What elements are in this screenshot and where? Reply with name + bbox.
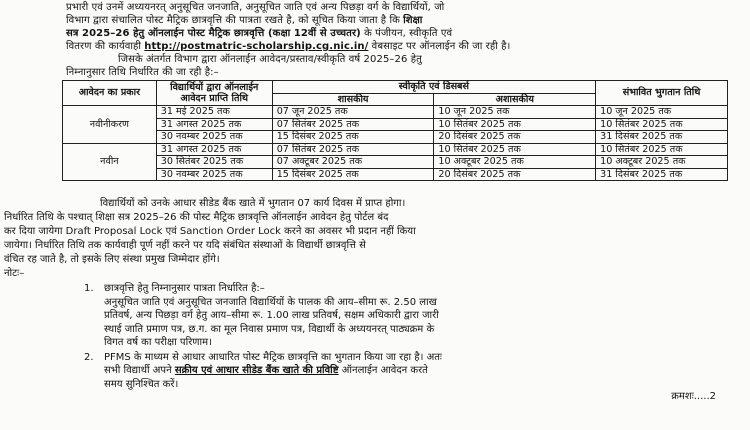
cell-payment: 10 अक्टूबर 2025 तक bbox=[596, 156, 728, 169]
cell-received: 31 अगस्त 2025 तक bbox=[156, 143, 272, 156]
cell-gov: 07 अक्टूबर 2025 तक bbox=[272, 156, 434, 169]
table-row bbox=[63, 156, 728, 169]
table-row bbox=[63, 118, 728, 131]
schedule-table bbox=[62, 80, 728, 181]
intro-line: जिसके अंतर्गत विभाग द्वारा ऑनलाईन आवेदन/प्रस्ताव/स्वीकृति वर्ष 2025–26 हेतु bbox=[118, 54, 422, 65]
intro-paragraph bbox=[66, 1, 726, 79]
note-item bbox=[84, 351, 732, 392]
scholarship-portal-link[interactable]: http://postmatric-scholarship.cg.nic.in/ bbox=[144, 41, 369, 52]
cell-gov: 15 दिसंबर 2025 तक bbox=[272, 131, 434, 144]
body-line: कर दिया जायेगा Draft Proposal Lock एवं Sanction Order Lock करने का अवसर भी प्रदान नहीं किया bbox=[4, 226, 416, 237]
intro-line: विभाग द्वारा संचालित पोस्ट मैट्रिक छात्रवृत्ति की पात्रता रखते है, को सूचित किया जाता है कि शिक्षा bbox=[66, 15, 423, 26]
cell-nongov: 20 दिसंबर 2025 तक bbox=[434, 168, 596, 181]
cell-payment: 10 जून 2025 तक bbox=[596, 106, 728, 119]
cell-nongov: 10 सितंबर 2025 तक bbox=[434, 118, 596, 131]
cell-nongov: 20 दिसंबर 2025 तक bbox=[434, 131, 596, 144]
body-line: निर्धारित तिथि के पश्चात् शिक्षा सत्र 2025–26 की पोस्ट मैट्रिक छात्रवृत्ति ऑनलाईन आवेदन हेतु पोर्टल बंद bbox=[4, 212, 389, 223]
cell-gov: 07 सितंबर 2025 तक bbox=[272, 143, 434, 156]
note-label: नोटः– bbox=[4, 268, 25, 279]
header-payment-date: संभावित भुगतान तिथि bbox=[596, 81, 728, 106]
note-line: सभी विद्यार्थी अपने सक्रीय एवं आधार सीडेड बैंक खाते की प्रविष्टि ऑनलाईन आवेदन करते bbox=[104, 365, 428, 376]
cell-nongov: 10 जून 2025 तक bbox=[434, 106, 596, 119]
cell-received: 31 मई 2025 तक bbox=[156, 106, 272, 119]
note-number: 1. bbox=[84, 283, 94, 294]
table-row bbox=[63, 131, 728, 144]
table-row bbox=[63, 143, 728, 156]
note-line: छात्रवृत्ति हेतु निम्नानुसार पात्रता निर्धारित है:– bbox=[104, 283, 265, 294]
deadline-paragraph bbox=[4, 197, 726, 281]
intro-line: प्रभारी एवं उनमें अध्ययनरत् अनुसूचित जनजाति, अनुसूचित जाति एवं अन्य पिछड़ा वर्ग के विद्यार्थियों, जो bbox=[66, 2, 445, 13]
note-item bbox=[84, 282, 732, 350]
cell-received: 31 अगस्त 2025 तक bbox=[156, 118, 272, 131]
notes-list bbox=[84, 282, 732, 391]
intro-line: निम्नानुसार तिथि निर्धारित की जा रही है:– bbox=[66, 67, 219, 78]
cell-nongov: 10 सितंबर 2025 तक bbox=[434, 143, 596, 156]
intro-line: वितरण की कार्यवाही http://postmatric-scholarship.cg.nic.in/ वेबसाइट पर ऑनलाईन की जा रही है। bbox=[66, 41, 511, 52]
body-line: विद्यार्थियों को उनके आधार सीडेड बैंक खाते में भुगतान 07 कार्य दिवस में प्राप्त होगा। bbox=[100, 198, 406, 209]
cell-gov: 07 जून 2025 तक bbox=[272, 106, 434, 119]
header-approval-disburse: स्वीकृति एवं डिसबर्स bbox=[272, 81, 595, 94]
header-government: शासकीय bbox=[272, 93, 434, 106]
cell-payment: 10 सितंबर 2025 तक bbox=[596, 143, 728, 156]
application-type-new: नवीन bbox=[63, 143, 157, 181]
cell-nongov: 10 अक्टूबर 2025 तक bbox=[434, 156, 596, 169]
note-line: स्थाई जाति प्रमाण पत्र, छ.ग. का मूल निवास प्रमाण पत्र, विद्यार्थी के अध्ययनरत् पाठ्यक्रम के bbox=[104, 323, 435, 335]
cell-payment: 31 दिसंबर 2025 तक bbox=[596, 131, 728, 144]
note-line: प्रतिवर्ष, अन्य पिछड़ा वर्ग हेतु आय–सीमा रू. 1.00 लाख प्रतिवर्ष, सक्षम अधिकारी द्वारा जारी bbox=[104, 310, 439, 321]
bank-account-emphasis: सक्रीय एवं आधार सीडेड बैंक खाते की प्रविष्टि bbox=[174, 365, 339, 376]
cell-received: 30 सितंबर 2025 तक bbox=[156, 156, 272, 169]
cell-received: 30 नवम्बर 2025 तक bbox=[156, 131, 272, 144]
application-type-renewal: नवीनीकरण bbox=[63, 106, 157, 144]
table-row bbox=[63, 168, 728, 181]
cell-payment: 31 दिसंबर 2025 तक bbox=[596, 168, 728, 181]
cell-gov: 15 दिसंबर 2025 तक bbox=[272, 168, 434, 181]
cell-received: 30 नवम्बर 2025 तक bbox=[156, 168, 272, 181]
intro-line: सत्र 2025–26 हेतु ऑनलाईन पोस्ट मैट्रिक छात्रवृत्ति (कक्षा 12वीं से उच्चतर) के पंजीयन, स्वीकृति एवं bbox=[66, 28, 453, 39]
cell-gov: 07 सितंबर 2025 तक bbox=[272, 118, 434, 131]
header-received-date: विद्यार्थियों द्वारा ऑनलाईन आवेदन प्राप्ति तिथि bbox=[156, 81, 272, 106]
note-number: 2. bbox=[84, 351, 94, 363]
note-line: PFMS के माध्यम से आधार आधारित पोस्ट मैट्रिक छात्रवृत्ति का भुगतान किया जा रहा है। अतः bbox=[104, 351, 442, 363]
note-line: समय सुनिश्चित करें। bbox=[104, 378, 179, 390]
continued-marker: क्रमशः.....2 bbox=[671, 391, 716, 402]
cell-payment: 10 सितंबर 2025 तक bbox=[596, 118, 728, 131]
note-line: विगत वर्ष का परीक्षा परिणाम। bbox=[104, 337, 212, 348]
body-line: जायेगा। निर्धारित तिथि तक कार्यवाही पूर्ण नहीं करने पर यदि संबंधित संस्थाओं के विद्यार्थी छात्रवृत्ति से bbox=[4, 240, 366, 251]
note-line: अनुसूचित जाति एवं अनुसूचित जनजाति विद्यार्थियों के पालक की आय–सीमा रू. 2.50 लाख bbox=[104, 296, 437, 308]
table-header-row bbox=[63, 81, 728, 94]
header-non-government: अशासकीय bbox=[434, 93, 596, 106]
header-application-type: आवेदन का प्रकार bbox=[63, 81, 157, 106]
body-line: वंचित रह जाते है, तो इसके लिए संस्था प्रमुख जिम्मेदार होंगे। bbox=[4, 254, 220, 265]
table-row bbox=[63, 106, 728, 119]
